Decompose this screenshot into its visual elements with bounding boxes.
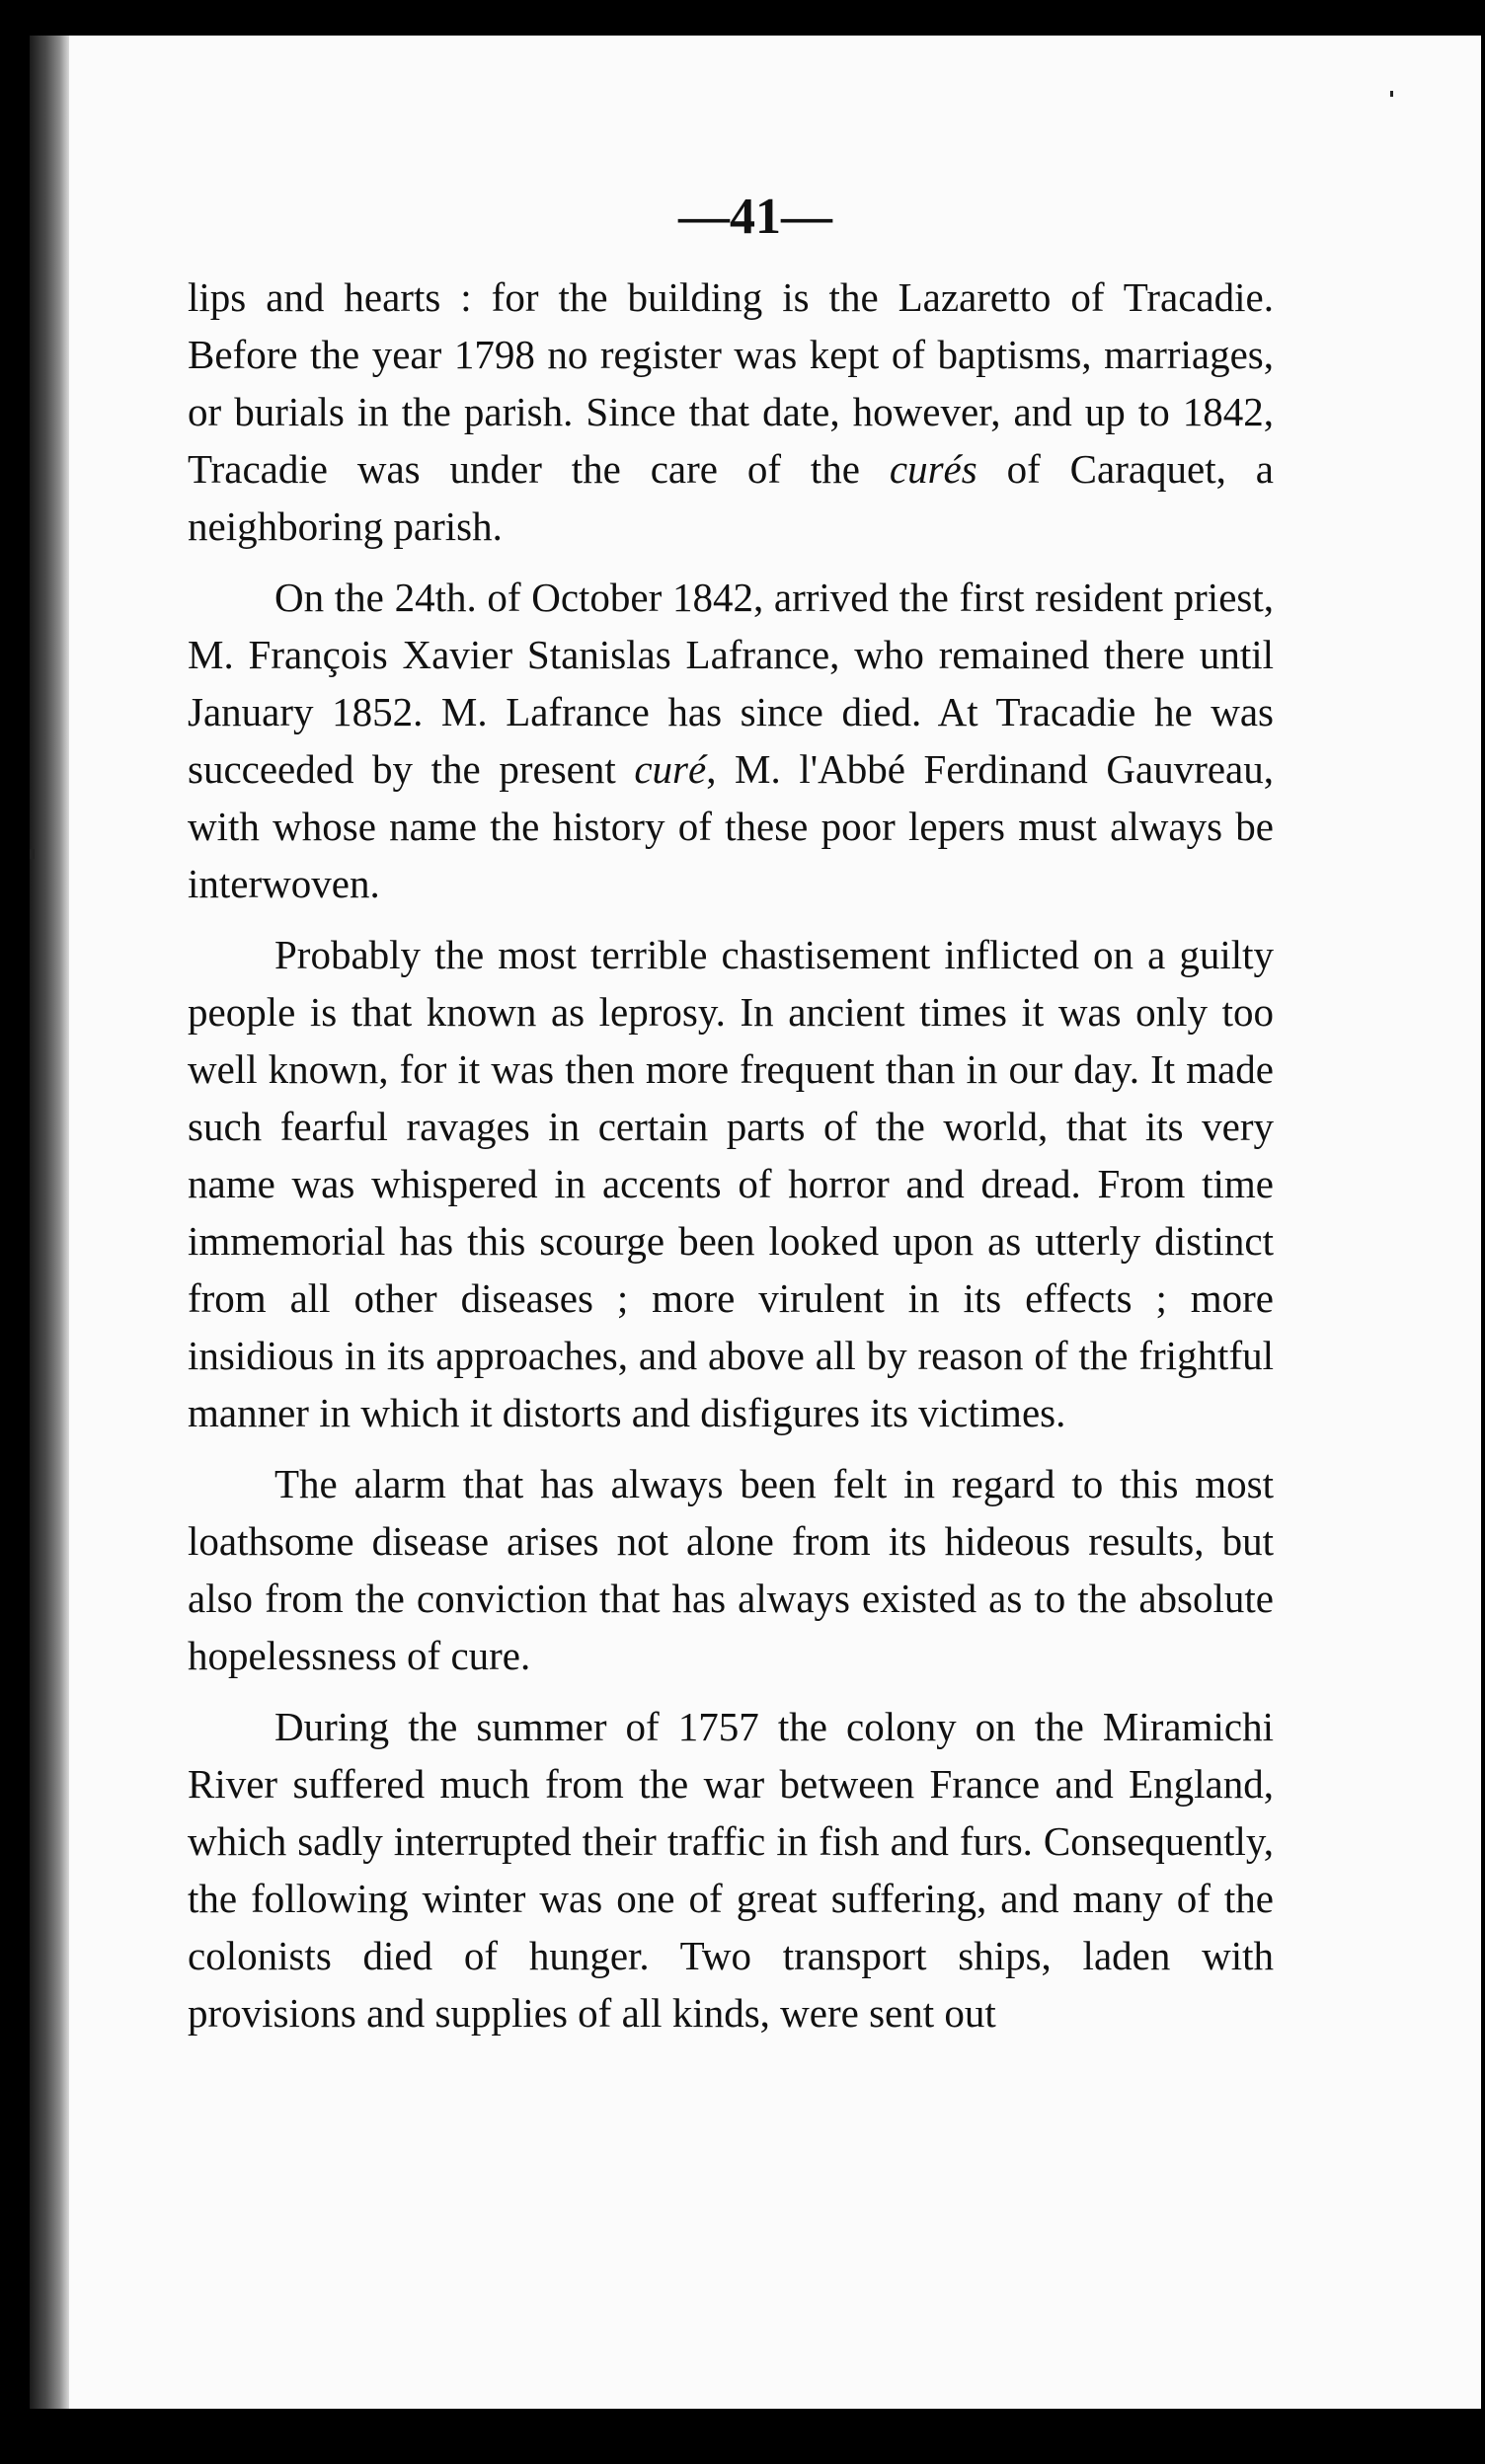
text-run: The alarm that has always been felt in regard to this most loathsome disease arises not alone from its hideous results, but also from the conviction that has always existed as to the absolute hopelessness of cure. bbox=[188, 1461, 1274, 1678]
text-run: During the summer of 1757 the colony on the Miramichi River suffered much from the war between France and England, which sadly interrupted their traffic in fish and furs. Consequently, the following winter was one of great suffering, and many of the colonists died of hunger. Two transport ships, laden with provisions and supplies of all kinds, were sent out bbox=[188, 1704, 1274, 2036]
text-run: , M. l'Abbé Ferdinand Gauvreau, with whose name the history of these poor lepers must always be interwoven. bbox=[188, 746, 1274, 906]
text-run: Probably the most terrible chastisement inflicted on a guilty people is that known as leprosy. In ancient times it was only too well known, for it was then more frequent than in our day. It made such fearful ravages in certain parts of the world, that its very name was whispered in accents of horror and dread. From time immemorial has this scourge been looked upon as utterly distinct from all other diseases ; more virulent in its effects ; more insidious in its approaches, and above all by reason of the frightful manner in which it distorts and disfigures its victimes. bbox=[188, 932, 1274, 1435]
text-run: On the 24th. of October 1842, arrived the first resident priest, M. François Xavier Stanislas Lafrance, who remained there until January 1852. M. Lafrance has since died. At Tracadie he was succeeded by the present bbox=[188, 575, 1274, 792]
page-number: —41— bbox=[678, 189, 832, 245]
paragraph-5 bbox=[188, 1698, 1274, 2041]
scan-speck bbox=[1390, 91, 1393, 97]
paragraph-2 bbox=[188, 569, 1274, 912]
book-spine-shadow bbox=[30, 36, 69, 2425]
text-run: of Caraquet, a neighboring parish. bbox=[188, 446, 1274, 549]
text-run-italic: curé bbox=[634, 746, 707, 792]
paragraph-3 bbox=[188, 926, 1274, 1441]
paragraph-1 bbox=[188, 269, 1274, 555]
text-run: lips and hearts : for the building is the Lazaretto of Tracadie. Before the year 1798 no register was kept of baptisms, marriages, or burials in the parish. Since that date, however, and up to 1842, Tracadie was under the care of the bbox=[188, 274, 1274, 492]
paragraph-4 bbox=[188, 1455, 1274, 1684]
scan-bottom-border bbox=[0, 2409, 1485, 2464]
body-text bbox=[188, 269, 1274, 2055]
scan-speck bbox=[30, 849, 35, 859]
text-run-italic: curés bbox=[889, 446, 977, 492]
